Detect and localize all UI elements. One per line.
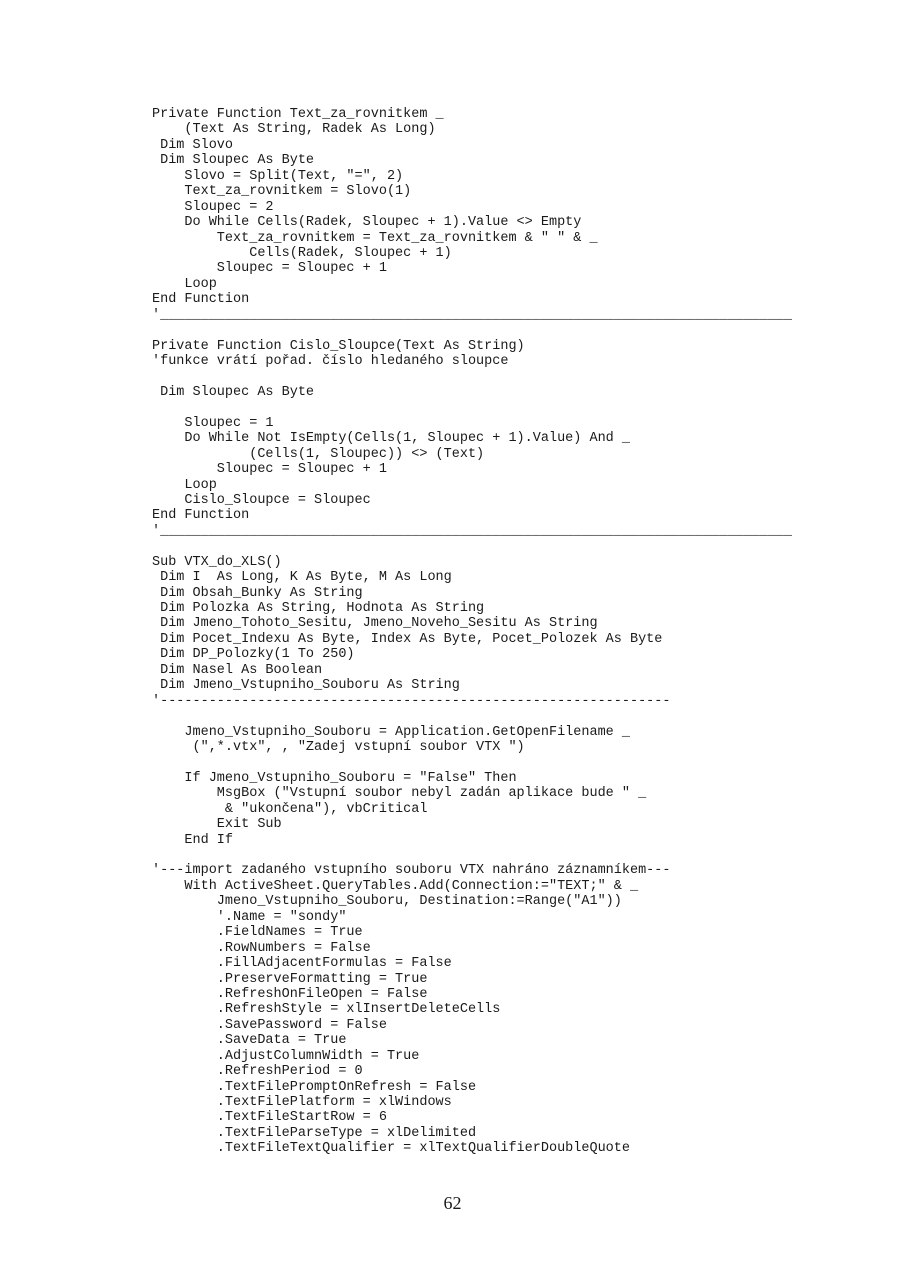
code-line: Sloupec = Sloupec + 1 bbox=[152, 462, 387, 478]
code-line: Dim Nasel As Boolean bbox=[152, 662, 323, 678]
code-line bbox=[152, 709, 792, 724]
code-line: Cells(Radek, Sloupec + 1) bbox=[152, 245, 452, 261]
code-line: End If bbox=[152, 832, 234, 848]
code-line: Dim DP_Polozky(1 To 250) bbox=[152, 647, 355, 663]
code-line bbox=[152, 539, 792, 554]
code-line: Slovo = Split(Text, "=", 2) bbox=[152, 168, 404, 184]
code-line: Text_za_rovnitkem = Text_za_rovnitkem & " " & _ bbox=[152, 230, 598, 246]
code-line: (Text As String, Radek As Long) bbox=[152, 122, 436, 138]
code-line: '______________________________________________________________________________ bbox=[152, 307, 793, 323]
code-line: .FillAdjacentFormulas = False bbox=[152, 956, 452, 972]
code-line: .RefreshPeriod = 0 bbox=[152, 1064, 363, 1080]
code-line: Dim Slovo bbox=[152, 137, 234, 153]
code-line: '.Name = "sondy" bbox=[152, 909, 347, 925]
code-line: .SaveData = True bbox=[152, 1033, 347, 1049]
code-line: End Function bbox=[152, 292, 250, 308]
page-number: 62 bbox=[443, 1193, 462, 1213]
code-line: With ActiveSheet.QueryTables.Add(Connection:="TEXT;" & _ bbox=[152, 878, 639, 894]
code-line: Do While Cells(Radek, Sloupec + 1).Value <> Empty bbox=[152, 215, 582, 231]
code-line: .RefreshOnFileOpen = False bbox=[152, 986, 428, 1002]
code-line: Jmeno_Vstupniho_Souboru, Destination:=Range("A1")) bbox=[152, 894, 622, 910]
code-line: Text_za_rovnitkem = Slovo(1) bbox=[152, 184, 412, 200]
code-line: If Jmeno_Vstupniho_Souboru = "False" Then bbox=[152, 770, 517, 786]
code-line: .FieldNames = True bbox=[152, 925, 363, 941]
code-line: .RefreshStyle = xlInsertDeleteCells bbox=[152, 1002, 501, 1018]
code-line bbox=[152, 755, 792, 770]
code-line: Loop bbox=[152, 276, 217, 292]
code-line: Cislo_Sloupce = Sloupec bbox=[152, 492, 371, 508]
code-line: .TextFileStartRow = 6 bbox=[152, 1110, 387, 1126]
code-line: 'funkce vrátí pořad. číslo hledaného sloupce bbox=[152, 354, 509, 369]
code-line: Sloupec = 1 bbox=[152, 415, 274, 431]
code-line: .SavePassword = False bbox=[152, 1017, 387, 1033]
code-line: Jmeno_Vstupniho_Souboru = Application.GetOpenFilename _ bbox=[152, 724, 630, 740]
code-line: Dim Jmeno_Vstupniho_Souboru As String bbox=[152, 678, 460, 694]
code-line: .RowNumbers = False bbox=[152, 940, 371, 956]
code-line: '--------------------------------------------------------------- bbox=[152, 693, 671, 709]
code-line bbox=[152, 400, 792, 415]
code-line: Sub VTX_do_XLS() bbox=[152, 554, 282, 570]
code-line: Loop bbox=[152, 477, 217, 493]
code-line: (",*.vtx", , "Zadej vstupní soubor VTX ") bbox=[152, 739, 525, 755]
code-line: MsgBox ("Vstupní soubor nebyl zadán aplikace bude " _ bbox=[152, 786, 647, 802]
code-line: Dim I As Long, K As Byte, M As Long bbox=[152, 570, 452, 586]
code-line: Dim Pocet_Indexu As Byte, Index As Byte, Pocet_Polozek As Byte bbox=[152, 631, 663, 647]
code-line: (Cells(1, Sloupec)) <> (Text) bbox=[152, 446, 485, 462]
code-line: '______________________________________________________________________________ bbox=[152, 523, 793, 539]
code-line: Exit Sub bbox=[152, 817, 282, 833]
code-line bbox=[152, 848, 792, 863]
code-line: Dim Sloupec As Byte bbox=[152, 153, 315, 169]
code-line: .PreserveFormatting = True bbox=[152, 971, 428, 987]
code-line: .TextFilePromptOnRefresh = False bbox=[152, 1079, 477, 1095]
code-line bbox=[152, 323, 792, 338]
code-line: Dim Obsah_Bunky As String bbox=[152, 585, 363, 601]
code-line: .TextFilePlatform = xlWindows bbox=[152, 1095, 452, 1110]
code-line: .AdjustColumnWidth = True bbox=[152, 1048, 420, 1064]
code-line: Dim Polozka As String, Hodnota As String bbox=[152, 601, 485, 616]
code-line: Dim Sloupec As Byte bbox=[152, 384, 315, 400]
code-line: Sloupec = Sloupec + 1 bbox=[152, 261, 387, 277]
code-line: .TextFileParseType = xlDelimited bbox=[152, 1125, 477, 1141]
code-line: '---import zadaného vstupního souboru VTX nahráno záznamníkem--- bbox=[152, 863, 671, 879]
code-line: Private Function Text_za_rovnitkem _ bbox=[152, 107, 444, 122]
code-line: .TextFileTextQualifier = xlTextQualifierDoubleQuote bbox=[152, 1141, 630, 1157]
code-line: End Function bbox=[152, 508, 250, 524]
code-line: Dim Jmeno_Tohoto_Sesitu, Jmeno_Noveho_Sesitu As String bbox=[152, 616, 598, 632]
code-line: & "ukončena"), vbCritical bbox=[152, 801, 428, 817]
code-line: Sloupec = 2 bbox=[152, 199, 274, 215]
code-line: Do While Not IsEmpty(Cells(1, Sloupec + 1).Value) And _ bbox=[152, 431, 630, 447]
code-line bbox=[152, 369, 792, 384]
code-line: Private Function Cislo_Sloupce(Text As String) bbox=[152, 338, 525, 354]
code-listing bbox=[152, 107, 792, 1157]
